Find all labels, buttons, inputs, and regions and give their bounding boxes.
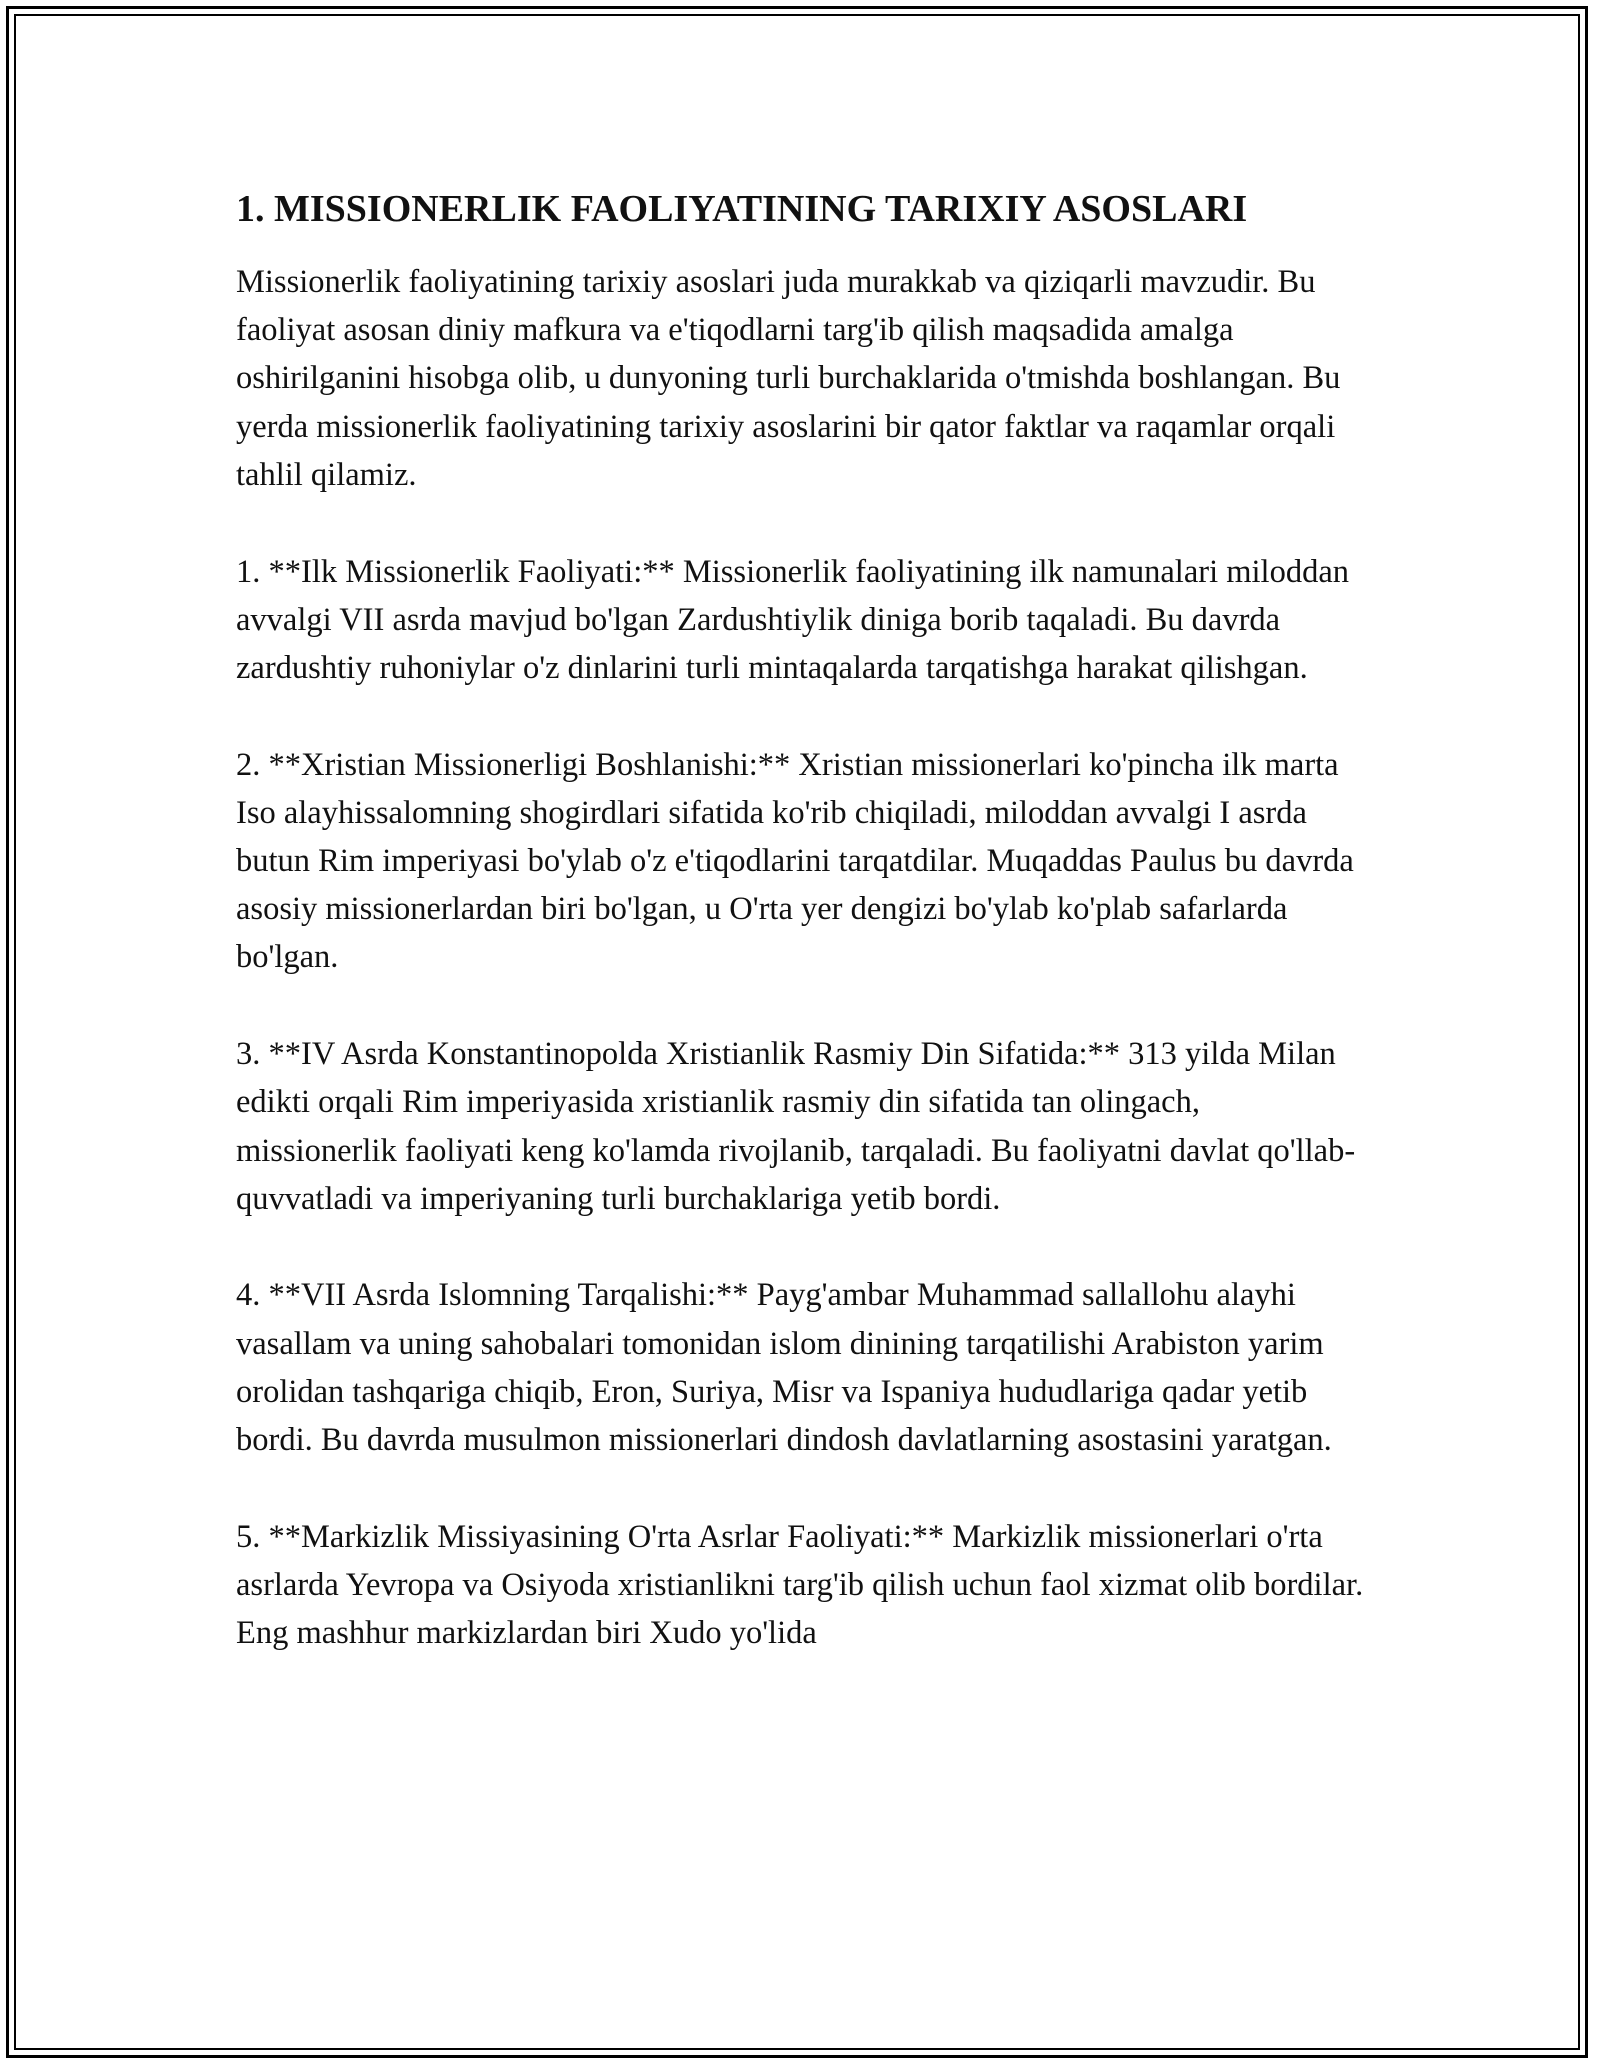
intro-paragraph: Missionerlik faoliyatining tarixiy asoslari juda murakkab va qiziqarli mavzudir. Bu faoliyat asosan diniy mafkura va e'tiqodlarni targ'ib qilish maqsadida amalga oshirilganini hisobga olib, u dunyoning turli burchaklarida o'tmishda boshlangan. Bu yerda missionerlik faoliyatining tarixiy asoslarini bir qator faktlar va raqamlar orqali tahlil qilamiz. [236,264,1341,493]
document-body [236,182,1366,1657]
list-item-3: 3. **IV Asrda Konstantinopolda Xristianlik Rasmiy Din Sifatida:** 313 yilda Milan edikti orqali Rim imperiyasida xristianlik rasmiy din sifatida tan olingach, missionerlik faoliyati keng ko'lamda rivojlanib, tarqaladi. Bu faoliyatni davlat qo'llab-quvvatladi va imperiyaning turli burchaklariga yetib bordi. [236,1036,1356,1217]
list-item-1: 1. **Ilk Missionerlik Faoliyati:** Missionerlik faoliyatining ilk namunalari miloddan avvalgi VII asrda mavjud bo'lgan Zardushtiylik diniga borib taqaladi. Bu davrda zardushtiy ruhoniylar o'z dinlarini turli mintaqalarda tarqatishga harakat qilishgan. [236,553,1349,686]
list-item-5: 5. **Markizlik Missiyasining O'rta Asrlar Faoliyati:** Markizlik missionerlari o'rta asrlarda Yevropa va Osiyoda xristianlikni targ'ib qilish uchun faol xizmat olib bordilar. Eng mashhur markizlardan biri Xudo yo'lida [236,1518,1364,1652]
list-item-2: 2. **Xristian Missionerligi Boshlanishi:** Xristian missionerlari ko'pincha ilk marta Iso alayhissalomning shogirdlari sifatida ko'rib chiqiladi, miloddan avvalgi I asrda butun Rim imperiyasi bo'ylab o'z e'tiqodlarini tarqatdilar. Muqaddas Paulus bu davrda asosiy missionerlardan biri bo'lgan, u O'rta yer dengizi bo'ylab ko'plab safarlarda bo'lgan. [236,746,1354,976]
list-item-4: 4. **VII Asrda Islomning Tarqalishi:** Payg'ambar Muhammad sallallohu alayhi vasallam va uning sahobalari tomonidan islom dinining tarqatilishi Arabiston yarim orolidan tashqariga chiqib, Eron, Suriya, Misr va Ispaniya hududlariga qadar yetib bordi. Bu davrda musulmon missionerlari dindosh davlatlarning asostasini yaratgan. [236,1277,1332,1459]
document-title: 1. MISSIONERLIK FAOLIYATINING TARIXIY ASOSLARI [236,188,1248,230]
